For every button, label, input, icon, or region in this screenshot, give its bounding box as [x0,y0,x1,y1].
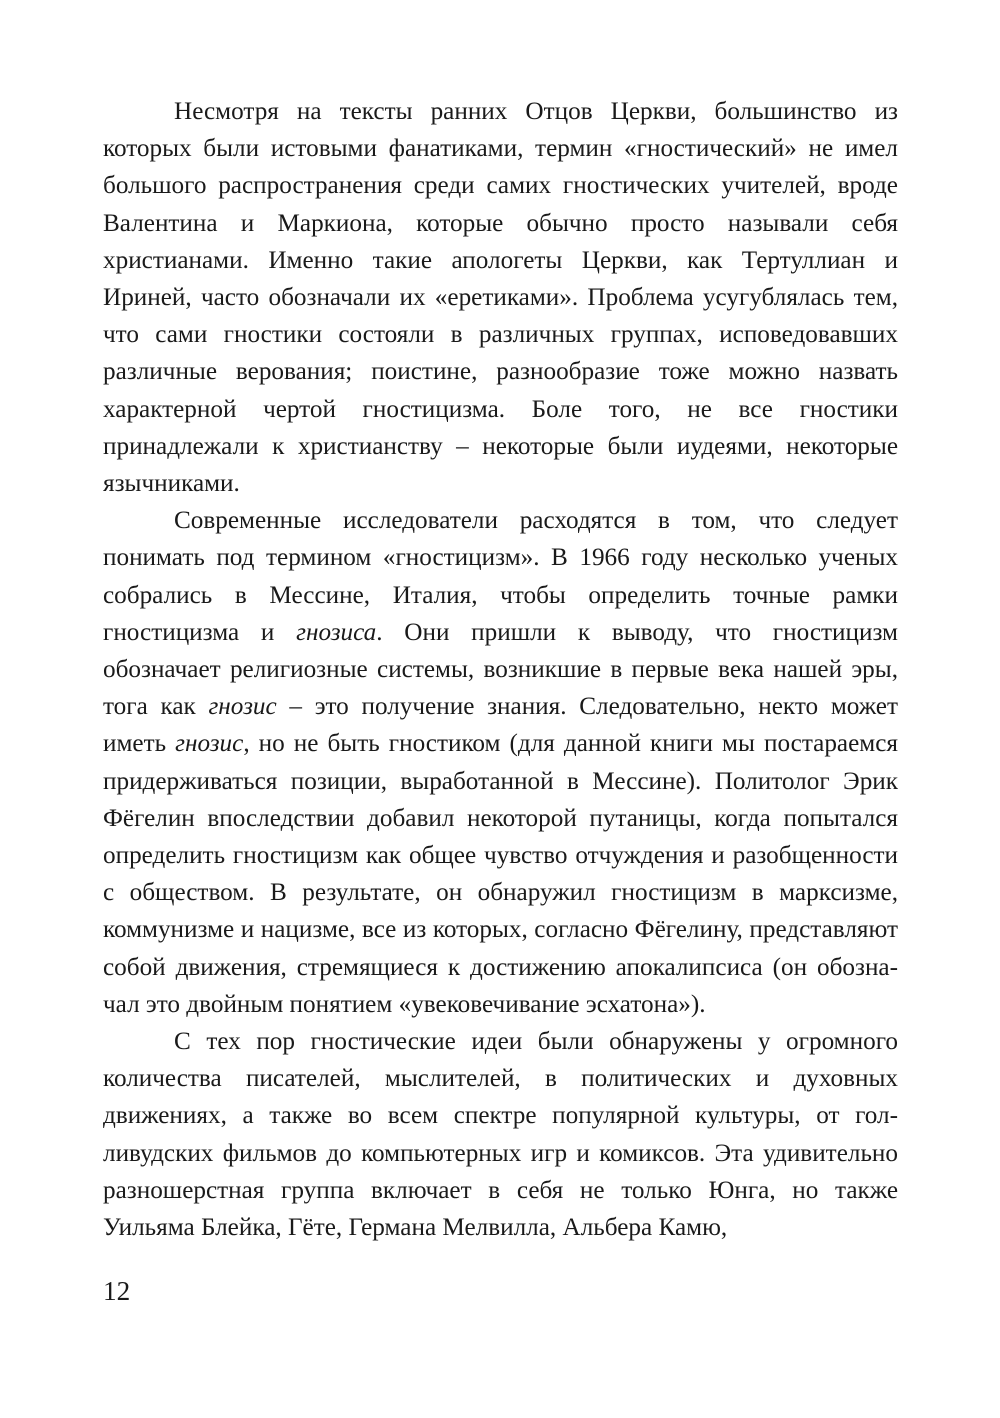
paragraph-2-text-2: . Они пришли к выводу, что гностицизм обозначает религиозные системы, возникшие в первые века нашей эры, тога как [103,618,898,721]
paragraph-3 [103,1023,898,1246]
paragraph-3-text: С тех пор гностические идеи были обнаружены у огромного количества писателей, мыслителей, в политических и духовных движениях, а также во всем спектре популярной культуры, от голливудских фильмов до компьютерных игр и комиксов. Эта удивительно разношерстная группа включает в себя не только Юнга, но также Уильяма Блейка, Гёте, Германа Мелвилла, Альбера Камю, [103,1028,898,1242]
paragraph-2-italic-gnosis-3: гнозис [175,730,244,758]
paragraph-2-italic-gnosis-2: гнозис [208,693,277,721]
page-number: 12 [103,1276,131,1306]
paragraph-2-text-3: – это получение знания. Следовательно, некто может иметь [103,693,898,758]
paragraph-2-text-1: Современные исследователи расходятся в том, что следует понимать под термином «гностицизм». В 1966 году несколько ученых собрались в Мессине, Италия, чтобы определить точные рамки гностицизма и [103,507,898,646]
paragraph-1-text: Несмотря на тексты ранних Отцов Церкви, большинство из которых были истовыми фанатиками, термин «гностический» не имел большого распространения среди самих гностических учителей, вроде Валентина и Маркиона, которые обычно просто называли себя христианами. Именно такие апологеты Церкви, как Тертуллиан и Ириней, часто обозначали их «еретиками». Проблема усугублялась тем, что сами гностики состояли в различных группах, исповедовавших различные верования; поистине, разнообразие тоже можно назвать характерной чертой гностицизма. Боле того, не все гностики принадлежали к христианству – некоторые были иудеями, некоторые язычниками. [103,98,898,498]
paragraph-1 [103,93,898,502]
paragraph-2-text-4: , но не быть гностиком (для данной книги мы постараемся придерживаться позиции, выработанной в Мессине). Политолог Эрик Фёгелин впоследствии добавил некоторой путаницы, когда попытался определить гностицизм как общее чувство отчуждения и разобщенности с обществом. В результате, он обнаружил гностицизм в марксизме, коммунизме и нацизме, все из которых, согласно Фёгелину, представляют собой движения, стремящиеся к достижению апокалипсиса (он обозначал это двойным понятием «увековечивание эсхатона»). [103,730,898,1018]
paragraph-2-italic-gnosis-1: гнозиса [296,618,377,646]
paragraph-2 [103,502,898,1023]
body-text [103,93,898,1246]
